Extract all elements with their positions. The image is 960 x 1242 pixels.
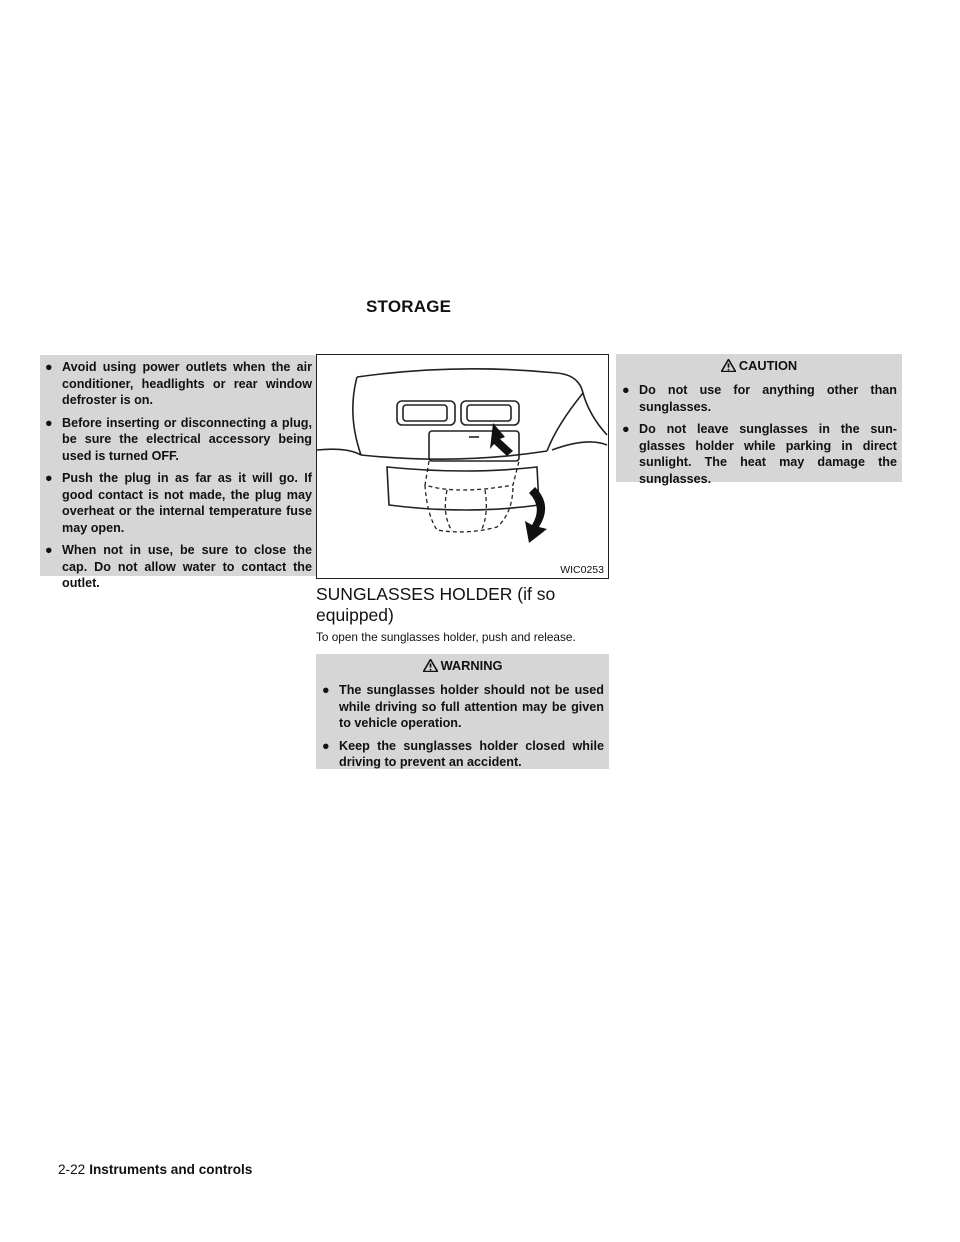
warning-header: [316, 654, 609, 676]
bullet-icon: ●: [45, 360, 53, 374]
section-title: STORAGE: [366, 297, 452, 316]
warning-triangle-icon: [423, 659, 438, 672]
subsection-heading: SUNGLASSES HOLDER (if so equipped): [316, 584, 556, 625]
bullet-icon: ●: [622, 422, 630, 436]
caution-title: CAUTION: [738, 357, 798, 373]
list-item: ● Push the plug in as far as it will go. If good contact is not made, the plug may overheat or the internal temperature fuse may open.: [45, 471, 312, 535]
list-item: ● Keep the sunglasses holder closed while driving to prevent an accident.: [322, 738, 604, 769]
list-item: ● Do not use for anything other than sunglasses.: [622, 383, 897, 414]
warning-box: [316, 654, 609, 769]
footer-section-title: Instruments and controls: [89, 1162, 253, 1177]
figure-label: WIC0253: [560, 564, 604, 576]
page-number: 2-22: [58, 1162, 86, 1177]
bullet-icon: ●: [45, 415, 53, 430]
warning-title: WARNING: [440, 657, 503, 673]
bullet-icon: ●: [322, 738, 330, 753]
bullet-icon: ●: [322, 683, 330, 697]
caution-header: [616, 354, 902, 376]
left-notice-box: [40, 355, 316, 590]
figure-sunglasses-holder: [316, 354, 609, 579]
list-item: ● The sunglasses holder should not be used while driving so full attention may be given to vehicle operation.: [322, 683, 604, 730]
bullet-icon: ●: [622, 383, 630, 397]
page-footer: [58, 1162, 252, 1177]
list-item: ● Avoid using power outlets when the air conditioner, headlights or rear window defroster is on.: [45, 360, 312, 407]
list-item: ● When not in use, be sure to close the cap. Do not allow water to contact the outlet.: [45, 543, 312, 590]
sunglasses-holder-illustration: [317, 355, 608, 565]
list-item: ● Before inserting or disconnecting a plug, be sure the electrical accessory being used is turned OFF.: [45, 415, 312, 463]
body-text: To open the sunglasses holder, push and release.: [316, 630, 576, 644]
bullet-icon: ●: [45, 543, 53, 557]
bullet-icon: ●: [45, 471, 53, 485]
warning-triangle-icon: [721, 359, 736, 372]
list-item: ● Do not leave sunglasses in the sun-glasses holder while parking in direct sunlight. The heat may damage the sunglasses.: [622, 422, 897, 486]
caution-box: [616, 354, 902, 486]
